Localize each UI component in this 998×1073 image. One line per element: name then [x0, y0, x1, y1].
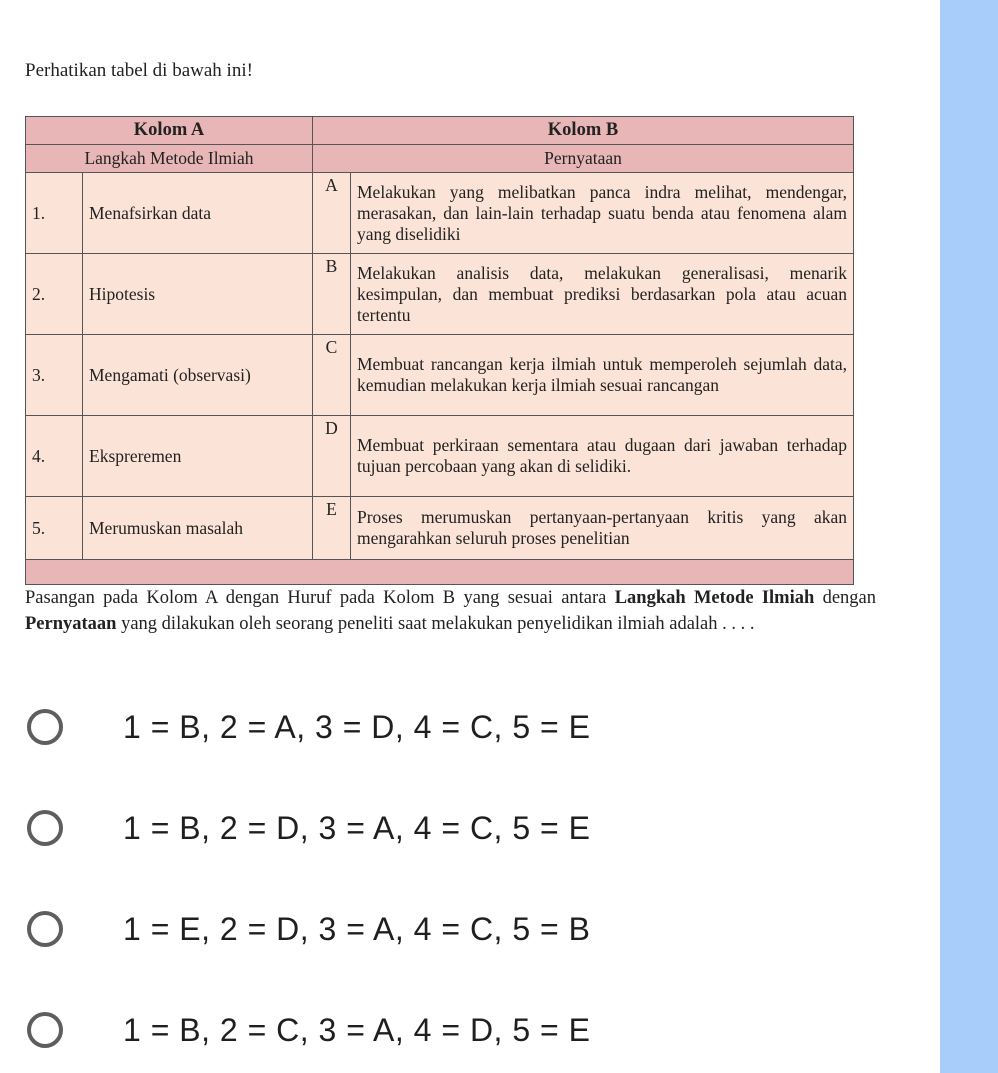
table-row — [26, 173, 854, 254]
col-b-subtitle: Pernyataan — [313, 145, 854, 173]
radio-button[interactable] — [27, 911, 63, 947]
row-step: Merumuskan masalah — [83, 497, 313, 560]
row-letter: E — [313, 497, 351, 560]
option-label: 1 = B, 2 = C, 3 = A, 4 = D, 5 = E — [123, 1011, 591, 1048]
row-statement: Membuat rancangan kerja ilmiah untuk memperoleh sejumlah data, kemudian melakukan kerja ilmiah sesuai rancangan — [351, 335, 854, 416]
option-label: 1 = B, 2 = A, 3 = D, 4 = C, 5 = E — [123, 708, 591, 745]
row-letter: D — [313, 416, 351, 497]
answer-option-4[interactable] — [25, 1005, 725, 1055]
row-step: Mengamati (observasi) — [83, 335, 313, 416]
question-bold-term: Pernyataan — [25, 614, 117, 634]
row-number: 5. — [26, 497, 83, 560]
row-number: 3. — [26, 335, 83, 416]
table-row — [26, 416, 854, 497]
col-a-subtitle: Langkah Metode Ilmiah — [26, 145, 313, 173]
question-part: dengan — [814, 588, 877, 608]
row-number: 2. — [26, 254, 83, 335]
row-step: Hipotesis — [83, 254, 313, 335]
row-letter: C — [313, 335, 351, 416]
table-row — [26, 254, 854, 335]
row-letter: B — [313, 254, 351, 335]
table-footer-row — [26, 560, 854, 585]
radio-button[interactable] — [27, 810, 63, 846]
question-text — [25, 585, 876, 637]
radio-button[interactable] — [27, 1012, 63, 1048]
row-number: 1. — [26, 173, 83, 254]
col-a-title: Kolom A — [26, 117, 313, 145]
table-row — [26, 335, 854, 416]
question-part: yang dilakukan oleh seorang peneliti saat melakukan penyelidikan ilmiah adalah . . . . — [116, 614, 755, 634]
row-statement: Membuat perkiraan sementara atau dugaan dari jawaban terhadap tujuan percobaan yang akan di selidiki. — [351, 416, 854, 497]
option-label: 1 = B, 2 = D, 3 = A, 4 = C, 5 = E — [123, 809, 591, 846]
table-row — [26, 497, 854, 560]
row-step: Ekspreremen — [83, 416, 313, 497]
answer-option-2[interactable] — [25, 803, 725, 853]
table-header-row — [26, 117, 854, 145]
row-number: 4. — [26, 416, 83, 497]
row-statement: Melakukan yang melibatkan panca indra melihat, mendengar, merasakan, dan lain-lain terhadap suatu benda atau fenomena alam yang diselidiki — [351, 173, 854, 254]
option-label: 1 = E, 2 = D, 3 = A, 4 = C, 5 = B — [123, 910, 591, 947]
radio-button[interactable] — [27, 709, 63, 745]
answer-option-1[interactable] — [25, 702, 725, 752]
row-letter: A — [313, 173, 351, 254]
matching-table — [25, 116, 854, 585]
intro-text: Perhatikan tabel di bawah ini! — [25, 60, 253, 81]
question-bold-term: Langkah Metode Ilmiah — [614, 588, 815, 608]
row-step: Menafsirkan data — [83, 173, 313, 254]
side-scroll-strip — [940, 0, 998, 1073]
row-statement: Proses merumuskan pertanyaan-pertanyaan kritis yang akan mengarahkan seluruh proses penelitian — [351, 497, 854, 560]
answer-option-3[interactable] — [25, 904, 725, 954]
row-statement: Melakukan analisis data, melakukan generalisasi, menarik kesimpulan, dan membuat prediksi berdasarkan pola atau acuan tertentu — [351, 254, 854, 335]
col-b-title: Kolom B — [313, 117, 854, 145]
question-part: Pasangan pada Kolom A dengan Huruf pada Kolom B yang sesuai antara — [25, 588, 615, 608]
table-subheader-row — [26, 145, 854, 173]
